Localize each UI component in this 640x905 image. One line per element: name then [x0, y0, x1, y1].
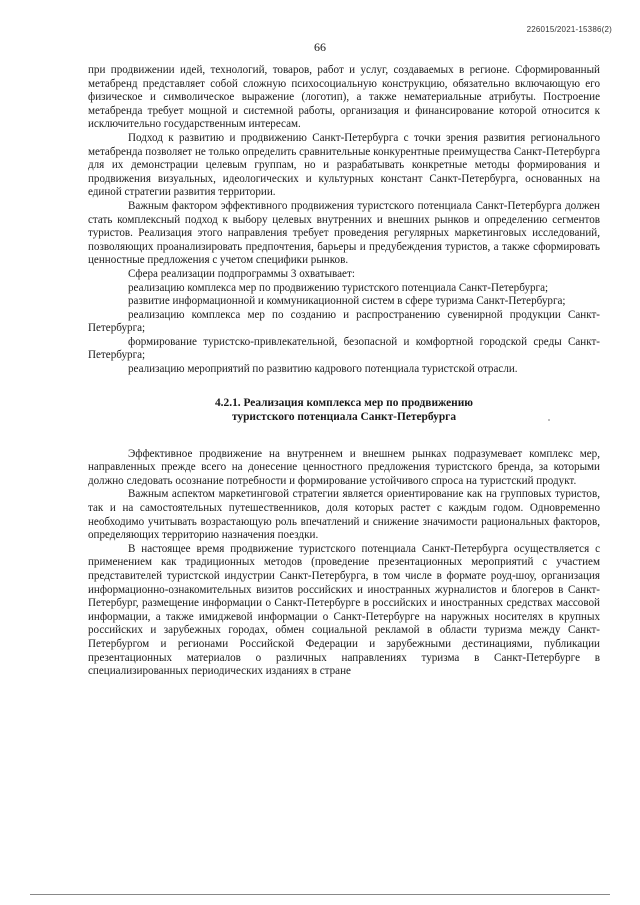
scope-list-item: реализацию комплекса мер по продвижению туристского потенциала Санкт-Петербурга;: [128, 281, 549, 294]
paragraph: Подход к развитию и продвижению Санкт-Петербурга с точки зрения развития регионального метабренда позволяет не только определить сравнительные конкурентные преимущества Санкт-Петербурга для их демонстрации целевым группам, но и разрабатывать конкретные методы формирования и продвижения визуальных, идеологических и культурных констант Санкт-Петербурга, основанных на единой стратегии развития территории.: [88, 131, 600, 199]
section-heading-line: 4.2.1. Реализация комплекса мер по продвижению: [214, 396, 473, 409]
page-bottom-rule: [30, 894, 610, 895]
paragraph: Сфера реализации подпрограммы 3 охватывает:: [128, 267, 355, 280]
section-heading: [88, 396, 600, 424]
section-heading-line: туристского потенциала Санкт-Петербурга: [231, 410, 457, 423]
paragraph: Эффективное продвижение на внутреннем и внешнем рынках подразумевает комплекс мер, направленных прежде всего на донесение ценностного предложения туристского бренда, за которыми должно следовать осознание потребности и формирование устойчивого спроса на туристский продукт.: [88, 447, 600, 487]
paragraph: В настоящее время продвижение туристского потенциала Санкт-Петербурга осуществляется с применением как традиционных методов (проведение презентационных мероприятий с участием представителей туристской индустрии Санкт-Петербурга, в том числе в формате роуд-шоу, организация информационно-ознакомительных визитов российских и иностранных журналистов и блогеров в Санкт-Петербург, размещение информации о Санкт-Петербурге в российских и иностранных средствах массовой информации, а также имиджевой информации о Санкт-Петербурге на наружных носителях в крупных российских и зарубежных городах, обмен социальной рекламой в области туризма между Санкт-Петербургом и регионами Российской Федерации и зарубежными дестинациями, публикации презентационных материалов о различных направлениях туризма в Санкт-Петербурге в специализированных периодических изданиях в стране: [88, 542, 600, 678]
paragraph: при продвижении идей, технологий, товаров, работ и услуг, создаваемых в регионе. Сформированный метабренд представляет собой сложную психосоциальную конструкцию, обязательно включающую его физическое и символическое выражение (логотип), а также нематериальные атрибуты. Построение метабренда требует мощной и системной работы, организация и финансирование которой относится к исключительно государственным интересам.: [88, 64, 600, 131]
scope-list-item: формирование туристско-привлекательной, безопасной и комфортной городской среды Санкт-Петербурга;: [88, 335, 600, 362]
paragraph: Важным фактором эффективного продвижения туристского потенциала Санкт-Петербурга должен стать комплексный подход к выбору целевых внутренних и внешних рынков и определению сегментов туристов. Реализация этого направления требует проведения регулярных маркетинговых исследований, позволяющих проанализировать предпочтения, барьеры и предубеждения туристов, а также сформировать ценностные предложения с учетом специфики рынков.: [88, 199, 600, 267]
scope-list-item: развитие информационной и коммуникационной систем в сфере туризма Санкт-Петербурга;: [128, 295, 566, 308]
page-body: [88, 64, 600, 679]
scope-list-item: реализацию комплекса мер по созданию и распространению сувенирной продукции Санкт-Петербурга;: [88, 308, 600, 335]
page-number: 66: [314, 40, 326, 54]
scan-artifact: [548, 419, 550, 421]
paragraph: Важным аспектом маркетинговой стратегии является ориентирование как на групповых туристов, так и на самостоятельных путешественников, доля которых растет с каждым годом. Одновременно необходимо учитывать возрастающую роль впечатлений и снижение значимости рациональных факторов, определяющих территорию назначения поездки.: [88, 488, 600, 542]
document-registration-code: 226015/2021-15386(2): [526, 25, 612, 34]
scope-list-item: реализацию мероприятий по развитию кадрового потенциала туристской отрасли.: [128, 363, 518, 376]
